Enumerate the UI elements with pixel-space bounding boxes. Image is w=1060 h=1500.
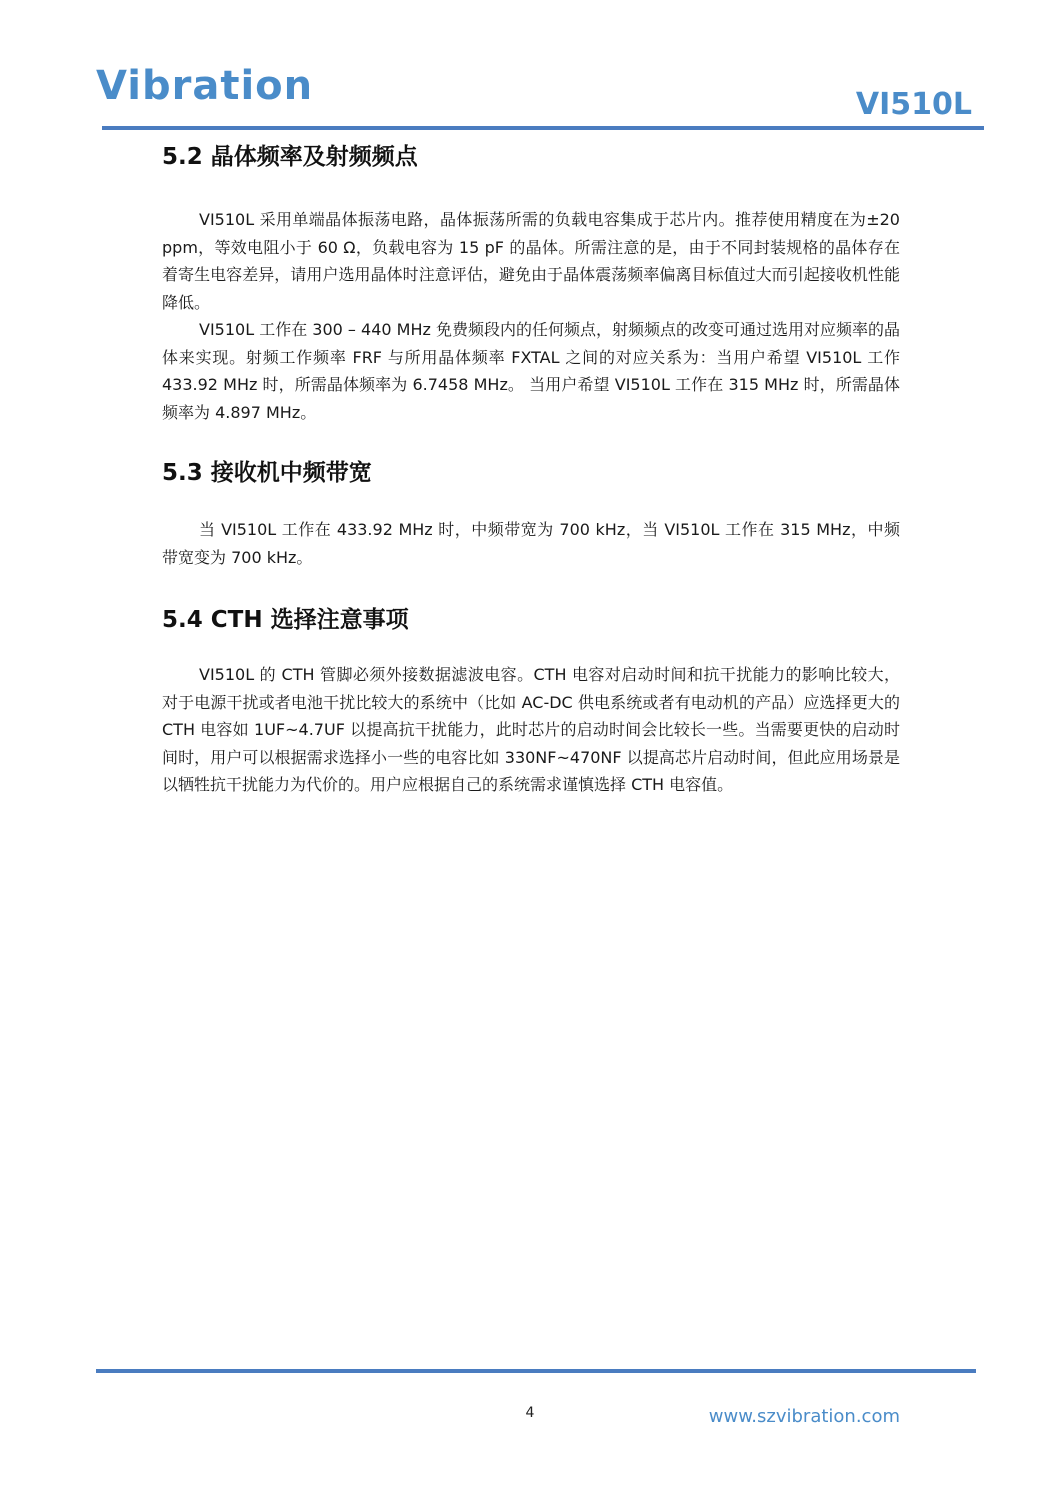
- paragraph: VI510L 工作在 300 – 440 MHz 免费频段内的任何频点，射频频点的改变可通过选用对应频率的晶体来实现。射频工作频率 FRF 与所用晶体频率 FXTAL 之间的对应关系为：当用户希望 VI510L 工作 433.92 MHz 时，所需晶体频率为 6.7458 MHz。 当用户希望 VI510L 工作在 315 MHz 时，所需晶体频率为 4.897 MHz。: [162, 320, 900, 422]
- paragraph: VI510L 的 CTH 管脚必须外接数据滤波电容。CTH 电容对启动时间和抗干扰能力的影响比较大，对于电源干扰或者电池干扰比较大的系统中（比如 AC-DC 供电系统或者有电动机的产品）应选择更大的 CTH 电容如 1UF~4.7UF 以提高抗干扰能力，此时芯片的启动时间会比较长一些。当需要更快的启动时间时，用户可以根据需求选择小一些的电容比如 330NF~470NF 以提高芯片启动时间，但此应用场景是以牺牲抗干扰能力为代价的。用户应根据自己的系统需求谨慎选择 CTH 电容值。: [162, 665, 900, 794]
- header-divider: [102, 126, 984, 130]
- section-cth-selection: [162, 603, 900, 799]
- section-heading: 5.3 接收机中频带宽: [162, 460, 372, 486]
- section-heading: 5.4 CTH 选择注意事项: [162, 607, 409, 633]
- page-number: 4: [525, 1405, 535, 1421]
- paragraph: 当 VI510L 工作在 433.92 MHz 时，中频带宽为 700 kHz，当 VI510L 工作在 315 MHz，中频带宽变为 700 kHz。: [162, 520, 900, 567]
- product-model: VI510L: [855, 87, 972, 122]
- document-body: [162, 140, 900, 799]
- footer-divider: [96, 1369, 976, 1373]
- section-crystal-frequency: [162, 140, 900, 426]
- paragraph: VI510L 采用单端晶体振荡电路，晶体振荡所需的负载电容集成于芯片内。推荐使用精度在为±20 ppm，等效电阻小于 60 Ω，负载电容为 15 pF 的晶体。所需注意的是，由于不同封装规格的晶体存在着寄生电容差异，请用户选用晶体时注意评估，避免由于晶体震荡频率偏离目标值过大而引起接收机性能降低。: [162, 210, 900, 312]
- company-logo: Vibration: [96, 63, 314, 109]
- section-heading: 5.2 晶体频率及射频频点: [162, 144, 418, 170]
- section-if-bandwidth: [162, 456, 900, 571]
- website-link[interactable]: www.szvibration.com: [708, 1406, 900, 1427]
